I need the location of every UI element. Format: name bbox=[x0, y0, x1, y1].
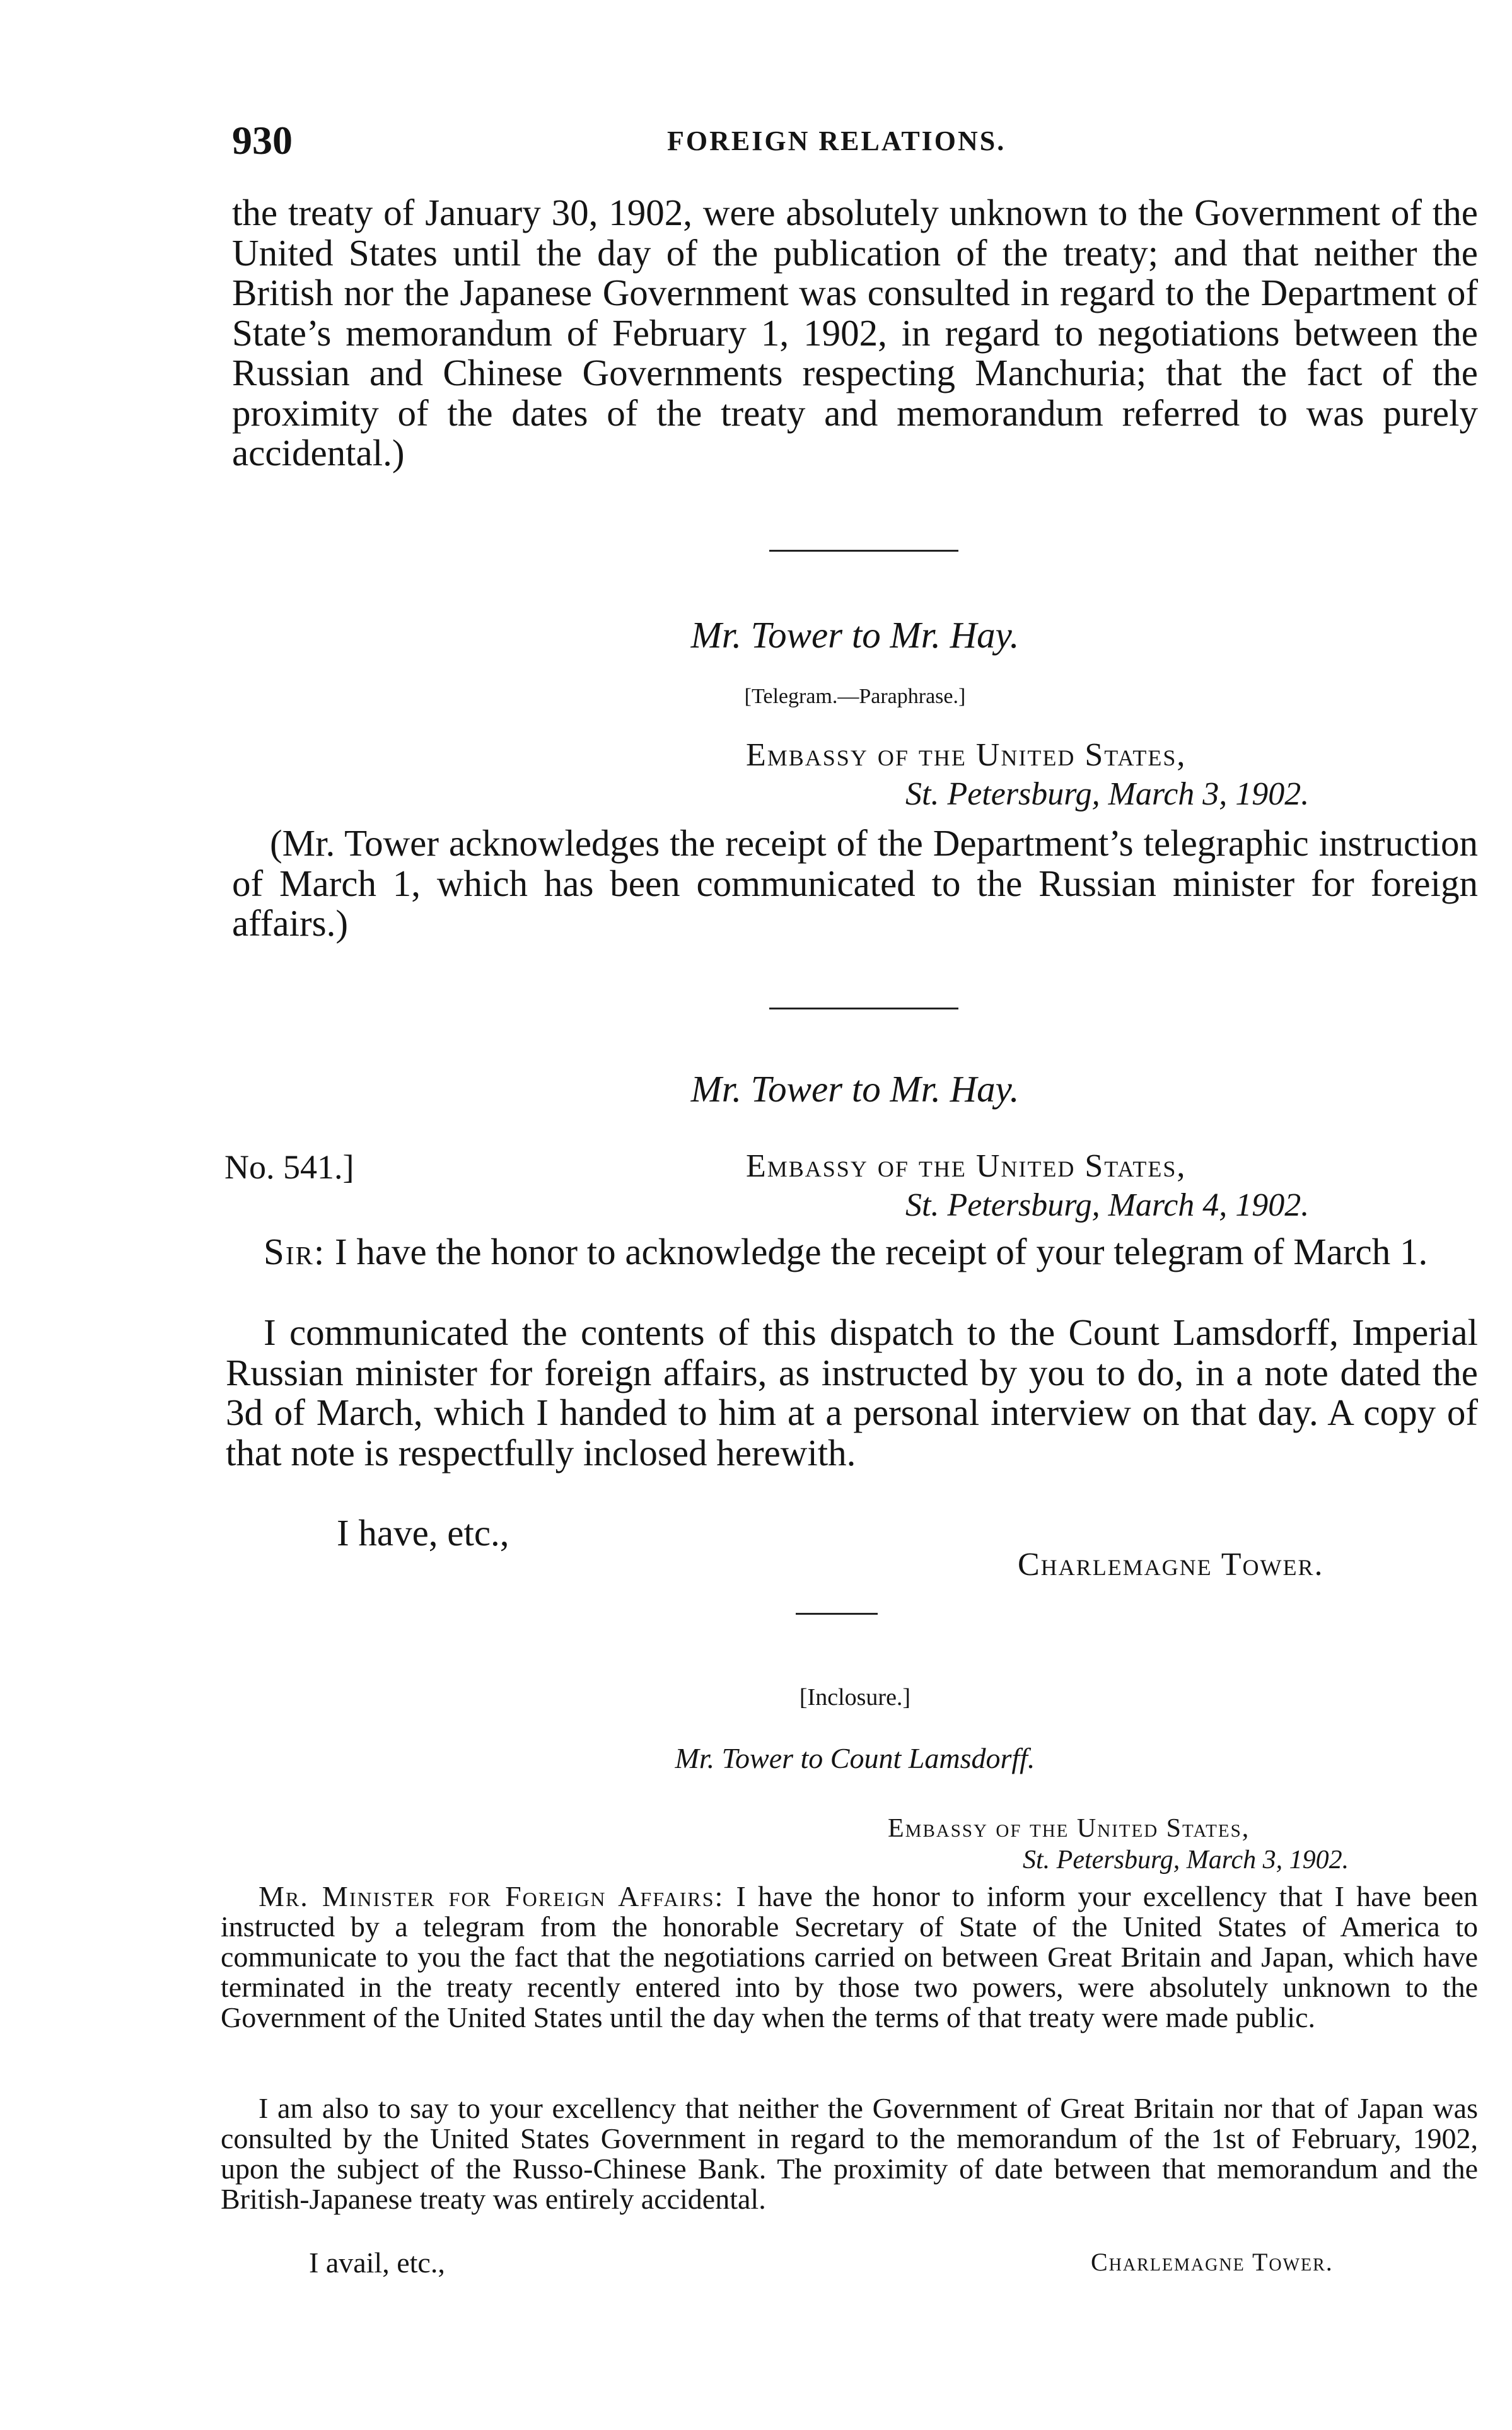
running-header bbox=[232, 117, 1478, 168]
doc2-date: St. Petersburg, March 4, 1902. bbox=[905, 1187, 1310, 1223]
inclosure-label: [Inclosure.] bbox=[799, 1684, 911, 1711]
running-head-title: FOREIGN RELATIONS. bbox=[667, 125, 1006, 156]
doc1-body: (Mr. Tower acknowledges the receipt of the Department’s telegraphic instruction of March 1, which has been communicated to the Russian minister for foreign affairs.) bbox=[232, 822, 1478, 944]
doc2-closing: I have, etc., bbox=[337, 1512, 509, 1554]
doc2-paragraph-1 bbox=[226, 1232, 1478, 1272]
continuation-paragraph: the treaty of January 30, 1902, were absolutely unknown to the Government of the United States until the day of the publication of the treaty; and that neither the British nor the Japanese Government was consulted in regard to the Department of State’s memorandum of February 1, 1902, in regard to negotiations between the Russian and Chinese Governments respecting Manchuria; that the fact of the proximity of the dates of the treaty and memorandum referred to was purely accidental.) bbox=[232, 192, 1478, 474]
inclosure-place: Embassy of the United States, bbox=[888, 1814, 1250, 1843]
doc2-signature: Charlemagne Tower. bbox=[1018, 1547, 1324, 1583]
doc2-paragraph-2: I communicated the contents of this dispatch to the Count Lamsdorff, Imperial Russian minister for foreign affairs, as instructed by you to do, in a note dated the 3d of March, which I handed to him at a personal interview on that day. A copy of that note is respectfully inclosed herewith. bbox=[226, 1311, 1478, 1474]
doc2-place: Embassy of the United States, bbox=[746, 1148, 1187, 1184]
inclosure-para1-text: I have the honor to inform your excellency that I have been instructed by a telegram from the honorable Secretary of State of the United States of America to communicate to you the fact that the negotiations carried on between Great Britain and Japan, which have terminated in the treaty recently entered into by those two powers, were absolutely unknown to the Government of the United States until the day when the terms of that treaty were made public. bbox=[221, 1880, 1479, 2033]
inclosure-paragraph-1 bbox=[221, 1881, 1478, 2033]
inclosure-signature: Charlemagne Tower. bbox=[1091, 2248, 1334, 2276]
doc2-heading: Mr. Tower to Mr. Hay. bbox=[690, 1068, 1020, 1110]
section-divider bbox=[769, 1008, 958, 1009]
section-divider bbox=[769, 550, 958, 552]
inclosure-date: St. Petersburg, March 3, 1902. bbox=[1023, 1846, 1349, 1875]
page-number: 930 bbox=[232, 118, 293, 163]
section-divider bbox=[796, 1613, 878, 1615]
doc1-date: St. Petersburg, March 3, 1902. bbox=[905, 776, 1310, 812]
doc2-para1-text: I have the honor to acknowledge the receipt of your telegram of March 1. bbox=[334, 1231, 1428, 1272]
doc1-note: [Telegram.—Paraphrase.] bbox=[744, 685, 966, 708]
doc2-salutation: Sir: bbox=[264, 1231, 326, 1272]
inclosure-paragraph-2: I am also to say to your excellency that neither the Government of Great Britain nor that of Japan was consulted by the United States Government in regard to the memorandum of the 1st of February, 1902, upon the subject of the Russo-Chinese Bank. The proximity of date between that memorandum and the British-Japanese treaty was entirely accidental. bbox=[221, 2092, 1478, 2215]
inclosure-closing: I avail, etc., bbox=[309, 2247, 445, 2279]
inclosure-salutation: Mr. Minister for Foreign Affairs: bbox=[259, 1880, 724, 1912]
doc1-heading: Mr. Tower to Mr. Hay. bbox=[690, 614, 1020, 656]
inclosure-heading: Mr. Tower to Count Lamsdorff. bbox=[675, 1742, 1035, 1774]
doc2-number: No. 541.] bbox=[224, 1148, 354, 1186]
doc1-place: Embassy of the United States, bbox=[746, 737, 1187, 773]
